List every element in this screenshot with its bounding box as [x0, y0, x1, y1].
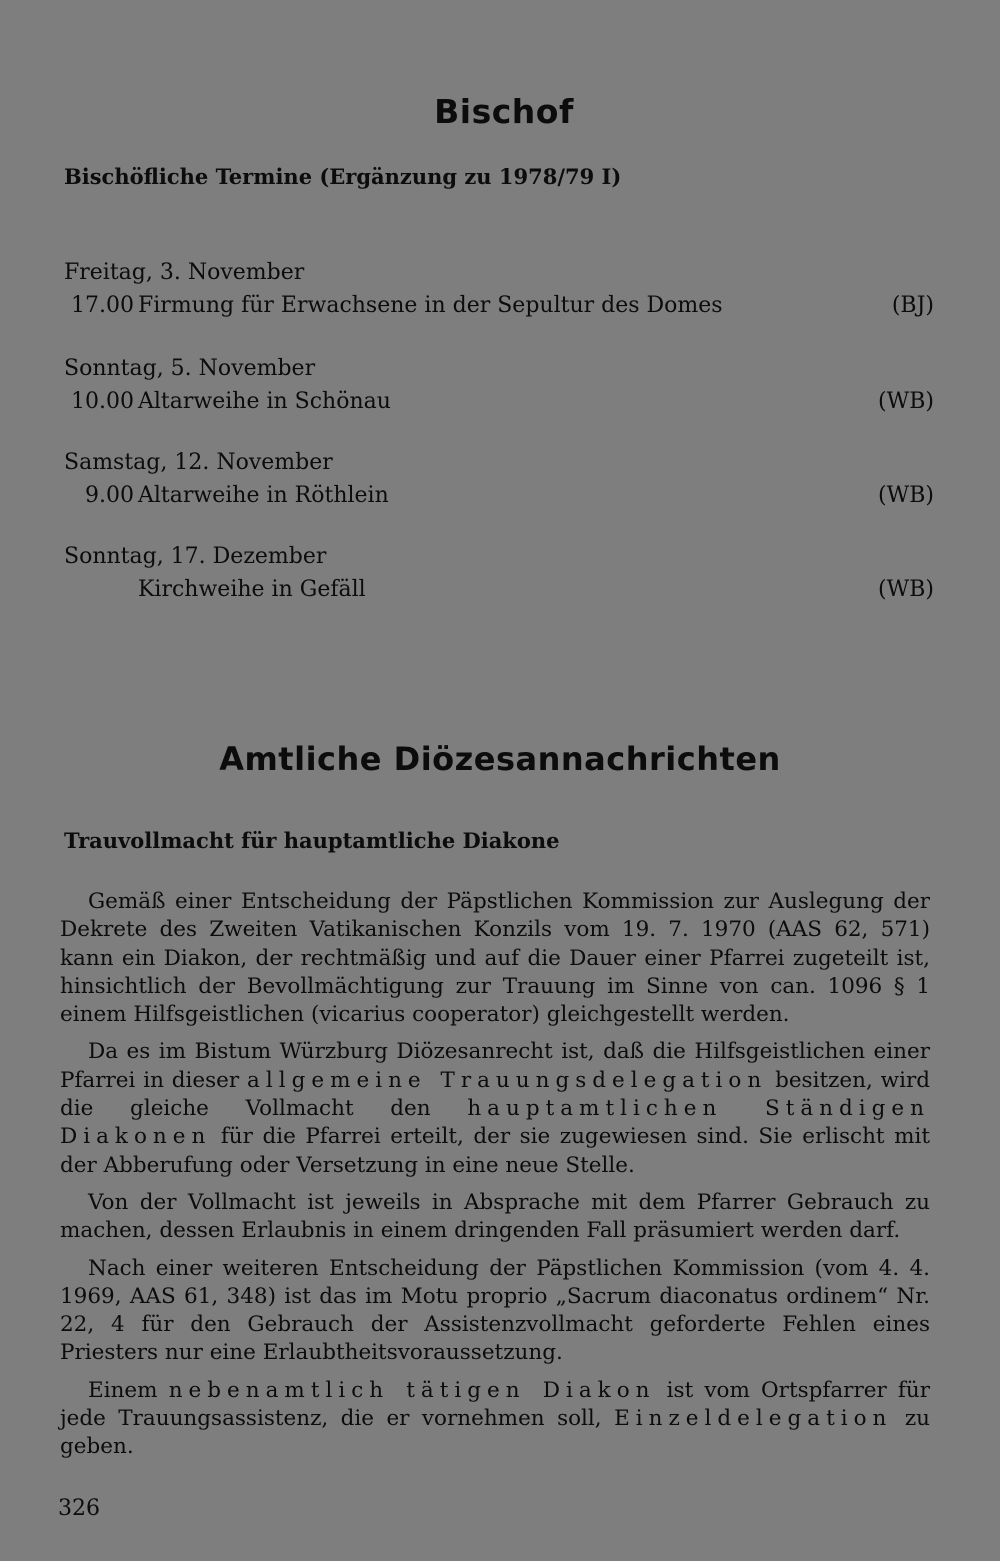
termin-date: Samstag, 12. November [64, 450, 333, 475]
paragraph [60, 1038, 930, 1179]
paragraph: Von der Vollmacht ist jeweils in Absprache mit dem Pfarrer Gebrauch zu machen, dessen Erlaubnis in einem dringenden Fall präsumiert werden darf. [60, 1189, 930, 1244]
spaced-emphasis: allgemeine Trauungsdelegation [247, 1067, 768, 1093]
spaced-emphasis: nebenamtlich tätigen Diakon [168, 1377, 656, 1403]
termin-entry [64, 256, 934, 322]
text-run: zu geben. [60, 1406, 930, 1460]
section-title: Amtliche Diözesannachrichten [219, 740, 781, 778]
termin-time [64, 573, 134, 606]
termin-description: Firmung für Erwachsene in der Sepultur des Domes [138, 293, 723, 318]
body-text [60, 888, 930, 1471]
termin-date: Sonntag, 5. November [64, 356, 316, 381]
text-run: für die Pfarrei erteilt, der sie zugewiesen sind. Sie erlischt mit der Abberufung oder Versetzung in eine neue Stelle. [60, 1124, 930, 1178]
termin-entry [64, 540, 934, 606]
termin-date: Freitag, 3. November [64, 260, 305, 285]
termin-description: Altarweihe in Schönau [138, 389, 391, 414]
text-run: besitzen, wird die gleiche Vollmacht den [60, 1067, 930, 1122]
termin-entry [64, 446, 934, 512]
page-number: 326 [58, 1496, 100, 1521]
spaced-emphasis: hauptamtlichen Ständigen Diakonen [60, 1096, 931, 1150]
termine-heading: Bischöfliche Termine (Ergänzung zu 1978/79 I) [64, 164, 622, 189]
text-run: Da es im Bistum Würzburg Diözesanrecht ist, daß die Hilfsgeistlichen einer Pfarrei in dieser [60, 1039, 930, 1093]
termin-code: (BJ) [891, 293, 934, 318]
termin-time: 9.00 [85, 483, 134, 508]
section-heading: Trauvollmacht für hauptamtliche Diakone [64, 828, 560, 853]
termin-code: (WB) [878, 483, 934, 508]
termin-time: 17.00 [71, 293, 134, 318]
paragraph [60, 1377, 930, 1462]
page-title: Bischof [434, 92, 574, 131]
termin-entry [64, 352, 934, 418]
termin-code: (WB) [878, 577, 934, 602]
termin-date: Sonntag, 17. Dezember [64, 544, 327, 569]
paragraph: Nach einer weiteren Entscheidung der Päpstlichen Kommission (vom 4. 4. 1969, AAS 61, 348) ist das im Motu proprio „Sacrum diaconatus ordinem“ Nr. 22, 4 für den Gebrauch der Assistenzvollmacht geforderte Fehlen eines Priesters nur eine Erlaubtheitsvoraussetzung. [60, 1255, 930, 1366]
termin-time: 10.00 [71, 389, 134, 414]
termin-description: Kirchweihe in Gefäll [138, 577, 366, 602]
text-run: Einem [88, 1377, 169, 1403]
termin-description: Altarweihe in Röthlein [138, 483, 389, 508]
paragraph: Gemäß einer Entscheidung der Päpstlichen Kommission zur Auslegung der Dekrete des Zweiten Vatikanischen Konzils vom 19. 7. 1970 (AAS 62, 571) kann ein Diakon, der rechtmäßig und auf die Dauer einer Pfarrei zugeteilt ist, hinsichtlich der Bevollmächtigung zur Trauung im Sinne von can. 1096 § 1 einem Hilfsgeistlichen (vicarius cooperator) gleichgestellt werden. [60, 889, 930, 1028]
spaced-emphasis: Einzeldelegation [614, 1406, 893, 1432]
text-run: ist vom Ortspfarrer für jede Trauungsassistenz, die er vornehmen soll, [60, 1377, 930, 1432]
termin-code: (WB) [878, 389, 934, 414]
